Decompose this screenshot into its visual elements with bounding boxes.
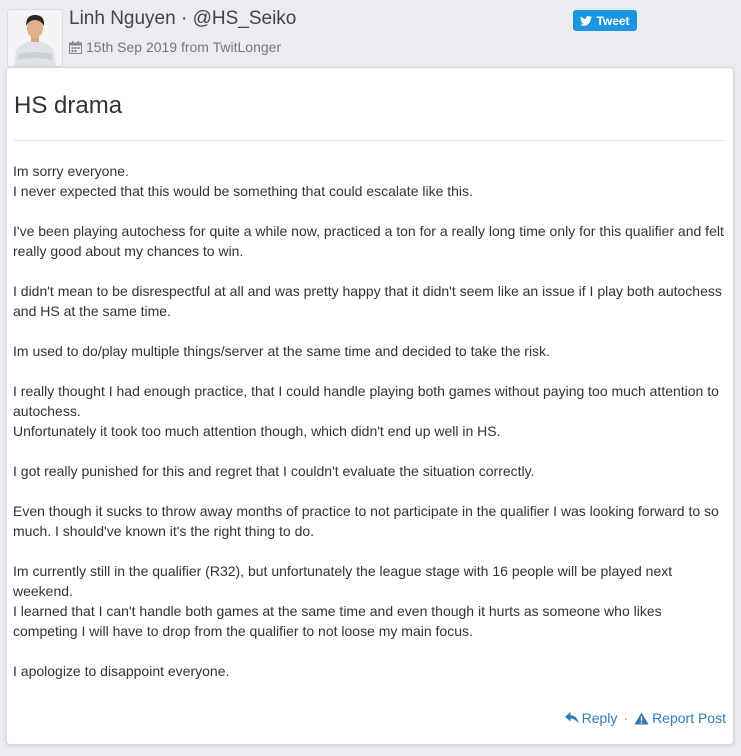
reply-label: Reply [581, 710, 618, 726]
post-paragraph [13, 221, 729, 261]
post-paragraph [13, 281, 729, 321]
tweet-button[interactable] [573, 10, 637, 31]
post-actions [565, 710, 726, 726]
post-text-line: I've been playing autochess for quite a while now, practiced a ton for a really long time only for this qualifier and felt really good about my chances to win. [13, 223, 724, 259]
report-post-label: Report Post [652, 710, 726, 726]
post-text-line: I learned that I can't handle both games at the same time and even though it hurts as someone who likes competing I will have to drop from the qualifier to not loose my main focus. [13, 603, 662, 639]
title-divider [14, 140, 726, 141]
post-text-line: Im sorry everyone. [13, 163, 129, 179]
post-title: HS drama [14, 92, 123, 119]
post-paragraph [13, 661, 729, 681]
post-paragraph [13, 461, 729, 481]
post-text-line: I apologize to disappoint everyone. [13, 663, 230, 679]
reply-link[interactable] [565, 710, 618, 726]
post-text-line: I really thought I had enough practice, that I could handle playing both games without paying too much attention to autochess. [13, 383, 719, 419]
post-paragraph [13, 161, 729, 201]
post-text-line: I got really punished for this and regret that I couldn't evaluate the situation correctly. [13, 463, 535, 479]
post-text-line: Im currently still in the qualifier (R32), but unfortunately the league stage with 16 people will be played next weekend. [13, 563, 673, 599]
post-meta-text: 15th Sep 2019 from TwitLonger [86, 39, 282, 55]
post-text-line: I never expected that this would be something that could escalate like this. [13, 183, 473, 199]
post-text-line: Unfortunately it took too much attention though, which didn't end up well in HS. [13, 423, 501, 439]
twitter-bird-icon [580, 16, 592, 26]
warning-icon [634, 712, 649, 725]
post-meta [69, 39, 281, 55]
post-text-line: I didn't mean to be disrespectful at all and was pretty happy that it didn't seem like an issue if I play both autochess and HS at the same time. [13, 283, 722, 319]
post-card [6, 67, 734, 745]
calendar-icon [69, 41, 82, 54]
report-post-link[interactable] [634, 710, 726, 726]
tweet-button-label: Tweet [596, 13, 630, 28]
post-body [13, 161, 729, 681]
action-separator: · [623, 710, 629, 726]
author-name[interactable]: Linh Nguyen · @HS_Seiko [69, 8, 297, 29]
post-paragraph [13, 341, 729, 361]
post-paragraph [13, 561, 729, 641]
post-header [0, 0, 741, 66]
avatar[interactable] [7, 9, 63, 67]
post-text-line: Even though it sucks to throw away months of practice to not participate in the qualifier I was looking forward to so much. I should've known it's the right thing to do. [13, 503, 719, 539]
post-paragraph [13, 381, 729, 441]
post-text-line: Im used to do/play multiple things/server at the same time and decided to take the risk. [13, 343, 550, 359]
post-paragraph [13, 501, 729, 541]
reply-icon [565, 712, 579, 724]
avatar-image [8, 10, 62, 66]
